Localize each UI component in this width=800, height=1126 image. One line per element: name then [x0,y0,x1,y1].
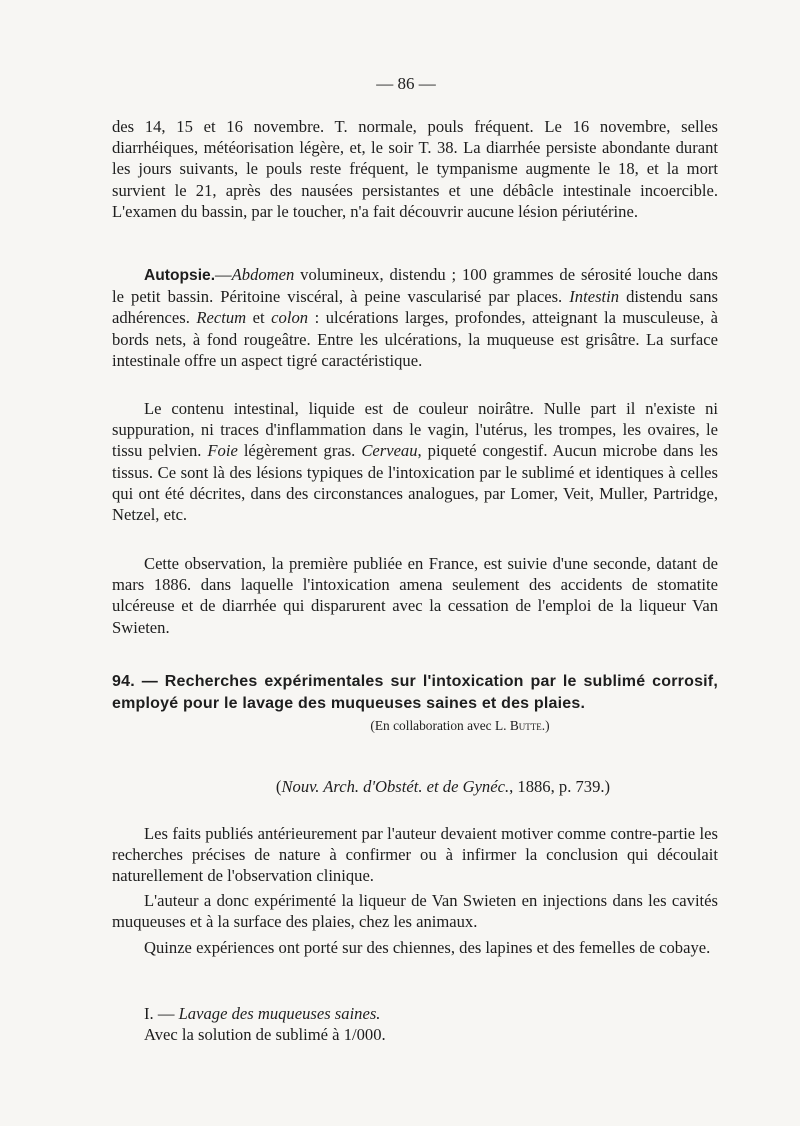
observation-paragraph: Cette observation, la première publiée en France, est suivie d'une seconde, datant de mars 1886. dans laquelle l'intoxication amena seulement des accidents de stomatite ulcéreuse et de diarrhée qui disparurent avec la cessation de l'emploi de la liqueur Van Swieten. [112,554,718,637]
autopsie-label: Autopsie. [144,267,216,284]
contenu-text-3: , piqueté congestif. Aucun microbe dans les tissus. Ce sont là des lésions typiques de l'intoxication par le sublimé et identiques à celles qui ont été décrites, dans des circonstances analogues, par Lomer, Veit, Muller, Partridge, Netzel, etc. [112,441,718,525]
citation-open: ( [275,777,282,796]
autopsie-text-4: : ulcérations larges, profondes, atteignant la musculeuse, à bords nets, à fond rougeâtre. Entre les ulcérations, la muqueuse est grisâtre. La surface intestinale offre un aspect tigré caractéristique. [112,308,718,370]
citation-block [112,776,718,797]
autopsie-text-1: volumineux, distendu ; 100 grammes de sérosité louche dans le petit bassin. Péritoine viscéral, à peine vascularisé par places. [112,265,718,307]
contenu-text-2: légèrement gras. [237,441,362,461]
abdomen-label: Abdomen [231,265,295,284]
subsection-block [112,1003,718,1045]
intestin-label: Intestin [569,287,620,307]
body-paragraph-1: Les faits publiés antérieurement par l'auteur devaient motiver comme contre-partie les recherches précises de nature à confirmer ou à infirmer la conclusion qui découlait naturellement de l'observation clinique. [112,824,718,886]
body-block-2 [112,890,718,932]
section-number: 94. [112,673,135,690]
section-94-title [112,671,718,714]
cerveau-label: Cerveau [361,441,418,461]
subsection-heading [112,1003,718,1024]
body-block-3 [112,937,718,958]
page-number: — 86 — [376,74,436,93]
citation [112,776,718,797]
body-block [112,823,718,887]
foie-label: Foie [207,441,238,461]
collaboration-note [112,715,718,736]
contenu-block [112,398,718,525]
autopsie-paragraph: Autopsie.—Abdomen volumineux, distendu ; 100 grammes de sérosité louche dans le petit bassin. Péritoine viscéral, à peine vascularisé par places. Intestin distendu sans adhérences. Rectum et colon : ulcérations larges, profondes, atteignant la musculeuse, à bords nets, à fond rougeâtre. Entre les ulcérations, la muqueuse est grisâtre. La surface intestinale offre un aspect tigré caractéristique. [112,265,718,370]
collab-name: Butte [509,718,542,733]
autopsie-block [112,264,718,371]
autopsie-text-3: et [246,308,272,328]
citation-rest: , 1886, p. 739.) [509,777,611,796]
rectum-label: Rectum [196,308,247,328]
case-paragraph: des 14, 15 et 16 novembre. T. normale, pouls fréquent. Le 16 novembre, selles diarrhéiques, météorisation légère, et, le soir T. 38. La diarrhée persiste abondante durant les jours suivants, le pouls reste fréquent, le tympanisme augmente le 18, et la mort survient le 21, après des nausées persistantes et une débâcle intestinale incoercible. L'examen du bassin, par le toucher, n'a fait découvrir aucune lésion périutérine. [112,117,718,221]
subsection-title: Lavage des muqueuses saines. [178,1004,381,1023]
contenu-text-1: Le contenu intestinal, liquide est de couleur noirâtre. Nulle part il n'existe ni suppuration, ni traces d'inflammation dans le vagin, l'utérus, les trompes, les ovaires, le tissu pelvien. [112,399,718,461]
autopsie-text-2: distendu sans adhérences. [112,287,718,328]
observation-block [112,553,718,638]
solution-line: Avec la solution de sublimé à 1/000. [144,1025,386,1045]
collab-prefix: (En collaboration avec L. [370,718,510,733]
colon-label: colon [271,308,309,328]
body-paragraph-2: L'auteur a donc expérimenté la liqueur de Van Swieten en injections dans les cavités muqueuses et à la surface des plaies, chez les animaux. [112,891,718,932]
subsection-number: I. — [144,1004,179,1023]
body-paragraph-3: Quinze expériences ont porté sur des chiennes, des lapines et des femelles de cobaye. [144,938,711,957]
collab-suffix: .) [541,718,550,733]
citation-journal: Nouv. Arch. d'Obstét. et de Gynéc. [281,777,510,796]
section-94-block [112,671,718,736]
case-report-block [112,116,718,222]
section-title-text: — Recherches expérimentales sur l'intoxication par le sublimé corrosif, employé pour le lavage des muqueuses saines et des plaies. [112,673,718,712]
contenu-paragraph [112,398,718,525]
